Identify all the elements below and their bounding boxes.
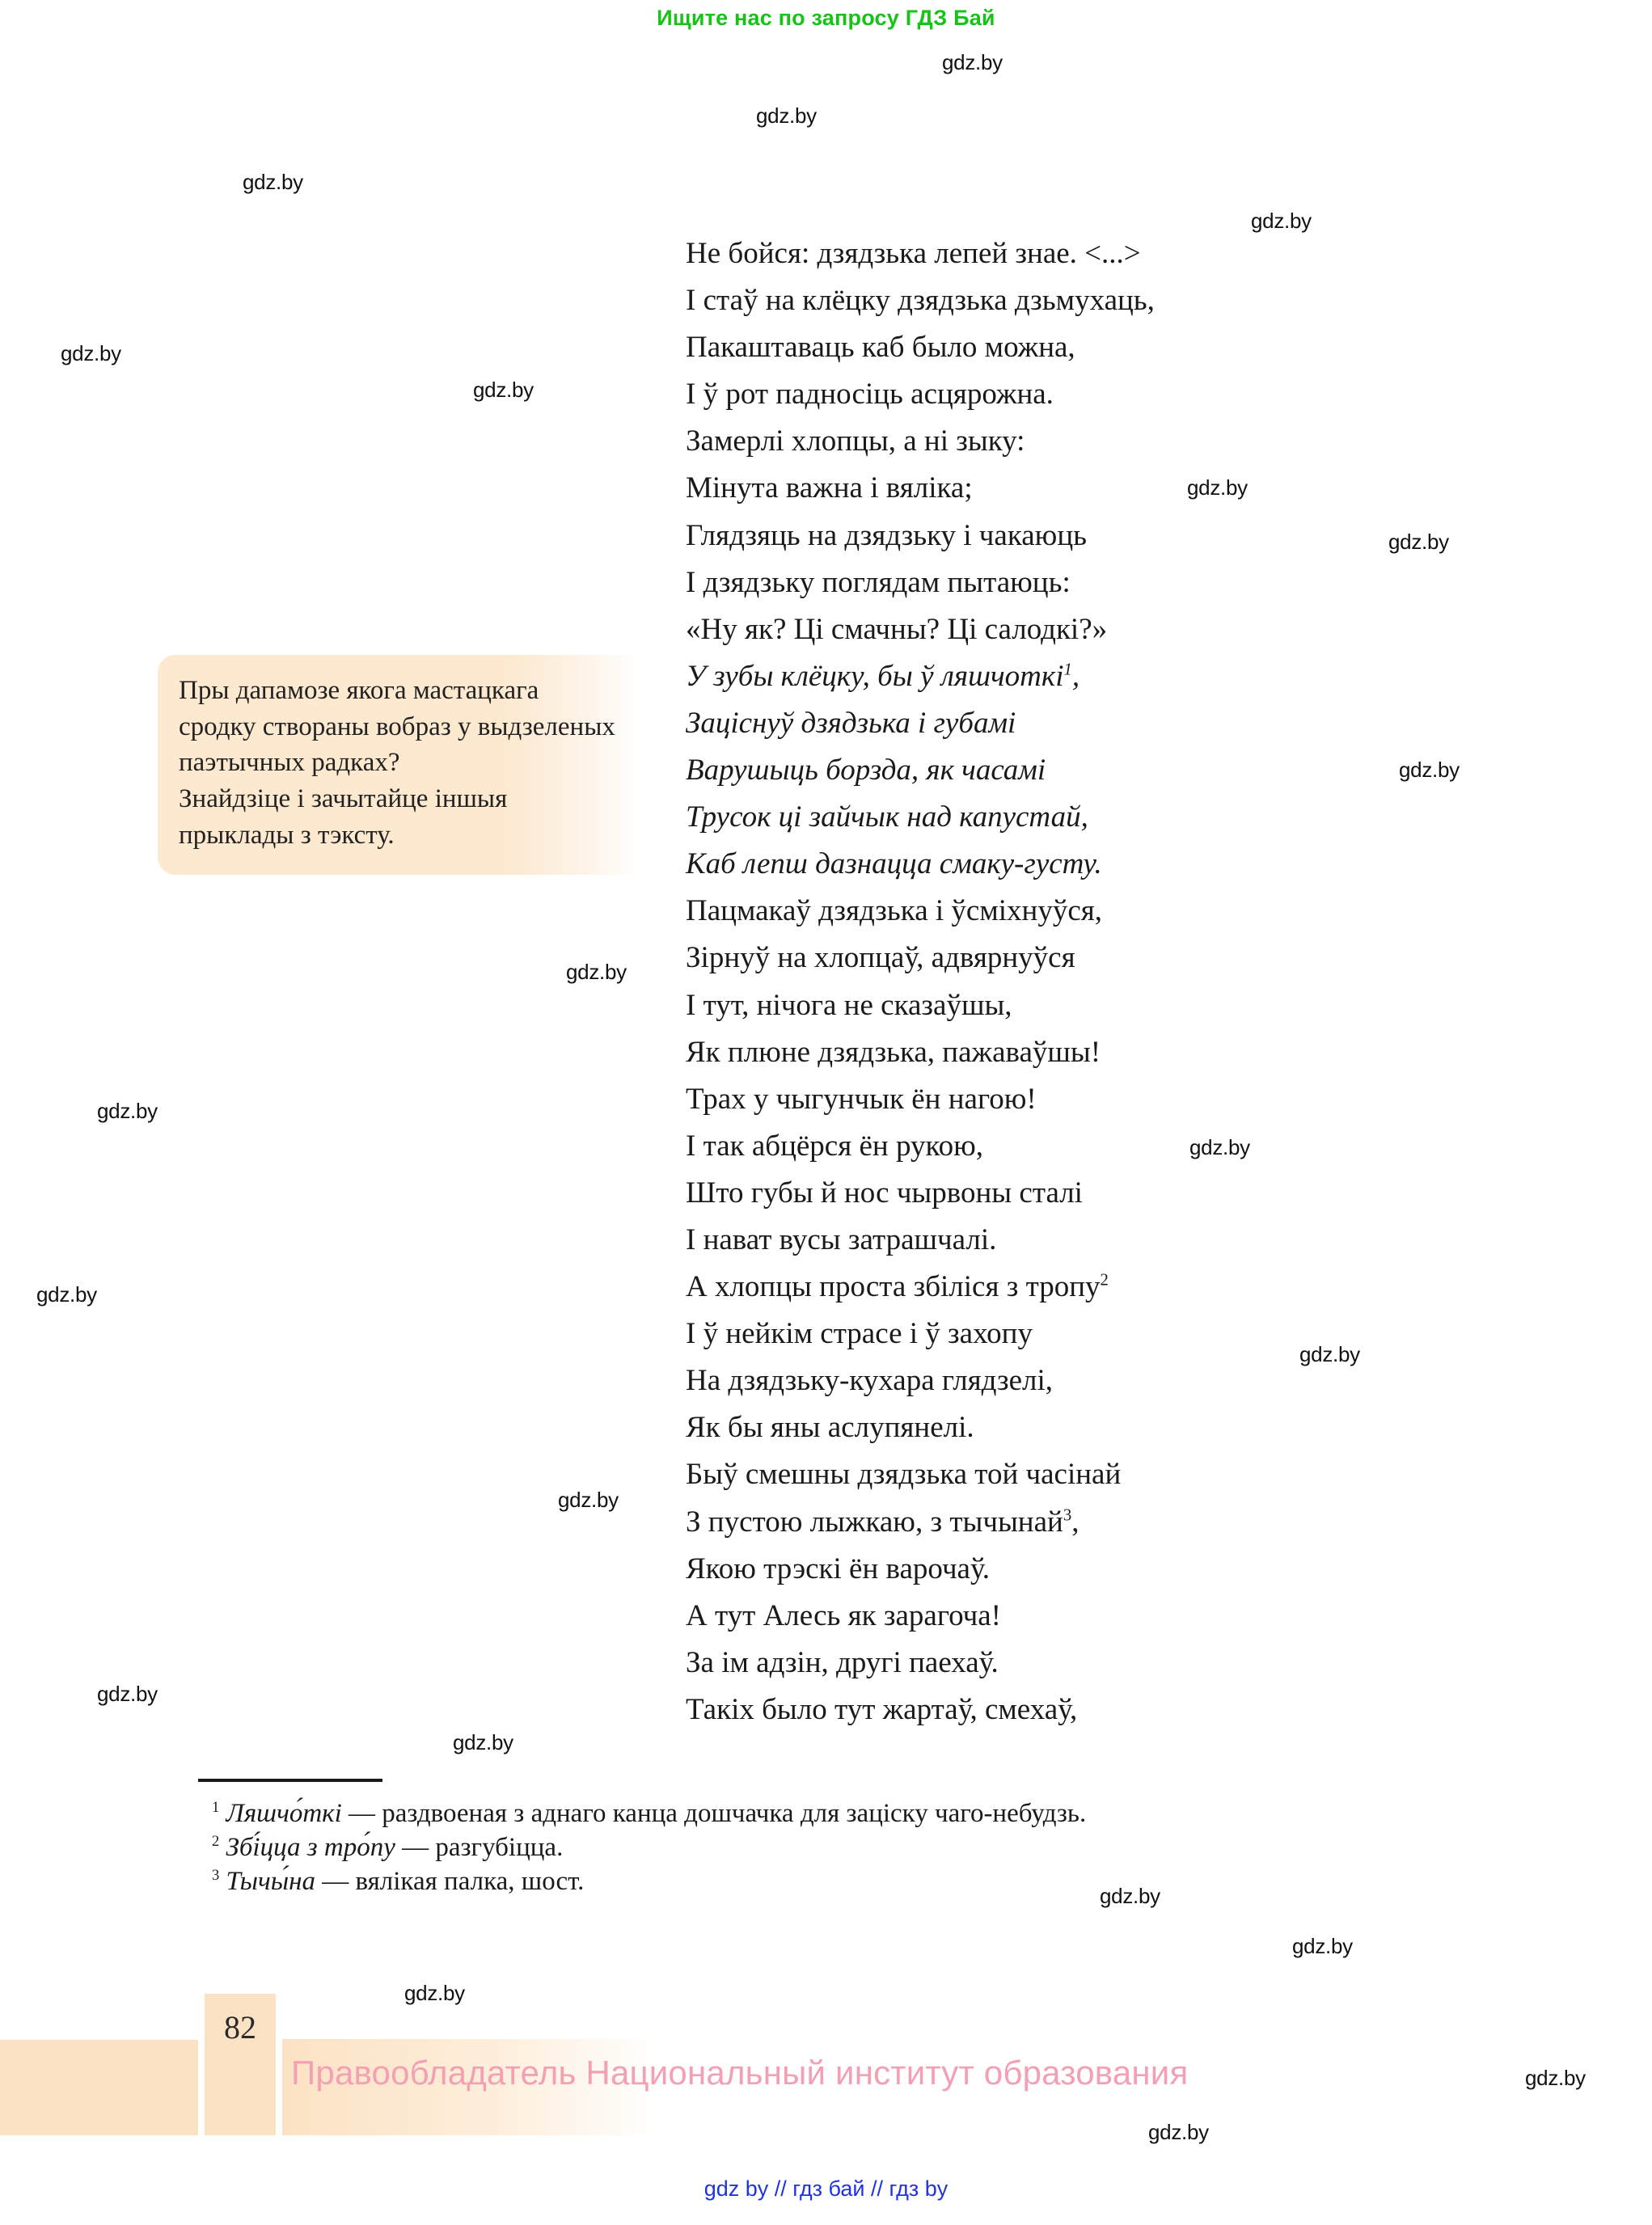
poem-line: З пустою лыжкаю, з тычынай$^3$,	[686, 1505, 1080, 1539]
site-watermark: gdz.by	[1251, 209, 1312, 233]
site-watermark: gdz.by	[1525, 2066, 1586, 2090]
poem-line: Варушыць борзда, як часамі	[686, 754, 1046, 787]
poem-line: Пацмакаў дзядзька і ўсміхнуўся,	[686, 894, 1103, 928]
site-watermark: gdz.by	[566, 960, 627, 984]
poem-line: Трусок ці зайчык над капустай,	[686, 800, 1088, 834]
site-watermark: gdz.by	[1292, 1934, 1353, 1958]
poem-line: У зубы клёцку, бы ў ляшчоткі$^1$,	[686, 659, 1080, 693]
poem-line: І ў нейкім страсе і ў захопу	[686, 1317, 1033, 1351]
poem-line: На дзядзьку-кухара глядзелі,	[686, 1364, 1053, 1398]
poem-line: Не бойся: дзядзька лепей знае. <...>	[686, 237, 1141, 270]
question-callout-box	[158, 655, 639, 875]
poem-line: І стаў на клёцку дзядзька дзьмухаць,	[686, 284, 1155, 318]
footnote-definition: — разгубіцца.	[395, 1833, 564, 1863]
footnote-marker: 1	[1063, 661, 1072, 679]
publisher-watermark: Правообладатель Национальный институт образования	[291, 2054, 1189, 2092]
footnote-number: 3	[212, 1867, 220, 1884]
footnote-list	[162, 1796, 1553, 1899]
poem-line: І дзядзьку поглядам пытаюць:	[686, 565, 1071, 599]
site-watermark: gdz.by	[61, 341, 121, 365]
site-watermark: gdz.by	[1388, 530, 1449, 554]
footnote-term: Тычы́на	[226, 1867, 315, 1897]
poem-line: Мінута важна і вяліка;	[686, 471, 973, 505]
site-watermark: gdz.by	[756, 103, 817, 128]
site-watermark: gdz.by	[1189, 1135, 1250, 1159]
site-watermark: gdz.by	[453, 1730, 513, 1754]
site-watermark: gdz.by	[97, 1099, 158, 1123]
site-watermark: gdz.by	[97, 1682, 158, 1706]
footnote-item	[162, 1864, 1553, 1898]
poem-line: Замерлі хлопцы, а ні зыку:	[686, 424, 1025, 458]
poem-line: Такіх было тут жартаў, смехаў,	[686, 1692, 1078, 1726]
footnote-definition: — вялікая палка, шост.	[315, 1867, 585, 1897]
site-watermark: gdz.by	[558, 1488, 619, 1512]
site-watermark: gdz.by	[36, 1282, 97, 1307]
poem-line: І ў рот падносіць асцярожна.	[686, 378, 1054, 412]
poem-line: Зірнуў на хлопцаў, адвярнуўся	[686, 941, 1075, 975]
poem-line: «Ну як? Ці смачны? Ці салодкі?»	[686, 612, 1108, 646]
footnote-number: 1	[212, 1799, 220, 1815]
poem-line: Пакаштаваць каб было можна,	[686, 331, 1075, 365]
poem-line: І нават вусы затрашчалі.	[686, 1222, 997, 1256]
footnote-item	[162, 1796, 1553, 1830]
poem-line: А тут Алесь як зарагоча!	[686, 1598, 1001, 1632]
promo-banner	[0, 0, 1652, 36]
poem-line: Заціснуў дзядзька і губамі	[686, 706, 1016, 740]
question-text-2: Знайдзіце і зачытайце іншыя прыклады з тэксту.	[179, 784, 508, 850]
poem-line: І так абцёрся ён рукою,	[686, 1129, 983, 1163]
site-watermark: gdz.by	[473, 378, 534, 402]
poem-line: Быў смешны дзядзька той часінай	[686, 1458, 1122, 1492]
poem-line: Трах у чыгунчык ён нагою!	[686, 1082, 1037, 1116]
poem-line: І тут, нічога не сказаўшы,	[686, 988, 1012, 1022]
site-watermark: gdz.by	[1399, 758, 1460, 782]
footnote-separator-rule	[198, 1779, 382, 1782]
promo-banner-text: Ищите нас по запросу ГДЗ Бай	[657, 5, 995, 30]
footnote-number: 2	[212, 1833, 220, 1850]
site-watermark: gdz.by	[1148, 2120, 1209, 2144]
poem-line: Якою трэскі ён варочаў.	[686, 1552, 991, 1585]
footnote-term: Ляшчо́ткі	[226, 1799, 342, 1828]
page-number: 82	[224, 2009, 256, 2046]
site-watermark: gdz.by	[1299, 1342, 1360, 1366]
poem-line: За ім адзін, другі паехаў.	[686, 1645, 999, 1679]
poem-line: Як плюне дзядзька, пажаваўшы!	[686, 1035, 1101, 1069]
poem-line: Як бы яны аслупянелі.	[686, 1411, 974, 1445]
poem-line: Каб лепш дазнацца смаку-густу.	[686, 847, 1102, 881]
footnote-item	[162, 1830, 1553, 1864]
footer-band-left	[0, 2040, 198, 2135]
question-text-1: Пры дапамозе якога мастацкага сродку створаны вобраз у выдзеленых паэтычных радках?	[179, 676, 615, 778]
site-watermark: gdz.by	[243, 170, 303, 194]
site-watermark: gdz.by	[404, 1981, 465, 2005]
footnote-definition: — раздвоеная з аднаго канца дошчачка для заціску чаго-небудзь.	[341, 1799, 1087, 1828]
footnote-marker: 3	[1063, 1506, 1072, 1525]
footnote-term: Збі́цца з тро́пу	[226, 1833, 395, 1863]
bottom-link-line: gdz by // гдз бай // гдз by	[703, 2176, 949, 2201]
site-watermark: gdz.by	[1187, 475, 1248, 500]
site-watermark: gdz.by	[1100, 1884, 1160, 1908]
poem-body	[686, 230, 1591, 1733]
poem-line: А хлопцы проста збіліся з тропу$^2$	[686, 1270, 1109, 1304]
site-watermark: gdz.by	[942, 50, 1003, 74]
footnote-marker: 2	[1100, 1271, 1109, 1290]
poem-line: Глядзяць на дзядзьку і чакаюць	[686, 518, 1087, 552]
poem-line: Што губы й нос чырвоны сталі	[686, 1176, 1083, 1210]
